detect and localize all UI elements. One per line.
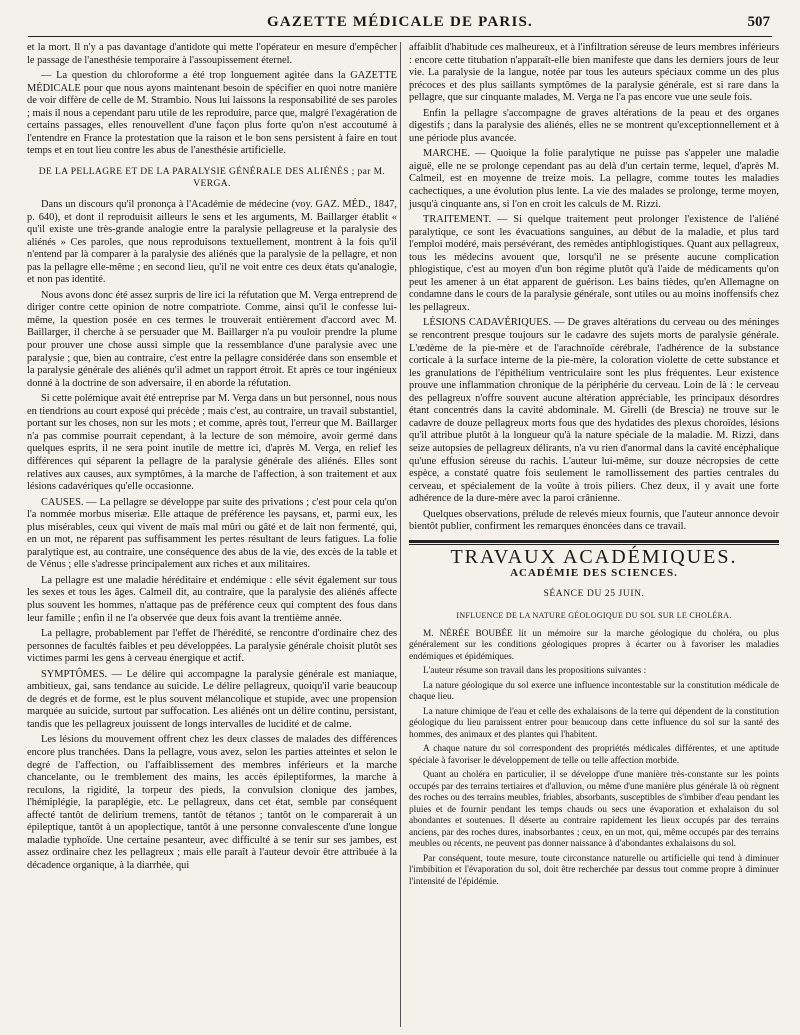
paragraph: La nature géologique du sol exerce une influence incontestable sur la constitution médicale de chaque lieu. — [409, 680, 779, 703]
paragraph: LÉSIONS CADAVÉRIQUES. — De graves altérations du cerveau ou des méninges se rencontrent presque toujours sur le cadavre des sujets morts de paralysie générale. L'œdème de la pie-mère et de l'arachnoïde cérébrale, l'adhérence de la substance corticale à la surface interne de la pie-mère, la coloration violette de cette substance et les granulations de l'épithélium ventriculaire sont les plus fréquentes. Leur existence prouve une inflammation chronique de la périphérie du cerveau. Loin de là : le cerveau des pellagreux n'offre souvent aucune altération appréciable, les principaux désordres étant concentrés dans la cavité abdominale. M. Girelli (de Brescia) ne trouve sur le cadavre de douze pellagreux morts fous que des hydatides des plexus choroïdes, lésions qu'il attribue plutôt à la longueur qu'à la nature spéciale de la maladie. M. Rizzi, dans seize autopsies de pellagreux délirants, n'a vu rien d'anormal dans la cavité encéphalique qu'une effusion séreuse du rachis. L'auteur lui-même, sur douze nécropsies de cette espèce, a constaté quatre fois seulement le ramollissement des parties centrales du cerveau, et spécialement de la voûte à trois piliers. Chez deux, il y avait une forte adhérence de la dure-mère avec la paroi crânienne. — [409, 317, 779, 505]
academy-report — [409, 629, 779, 889]
section-rule — [409, 544, 779, 545]
section-title: TRAVAUX ACADÉMIQUES. — [450, 545, 738, 568]
paragraph: Quant au choléra en particulier, il se développe d'une manière très-constante sur les points occupés par des terrains tertiaires et d'alluvion, ou même d'une manière plus générale là où règnent des roches ou des terrains meubles, friables, absorbants, susceptibles de s'imbiber d'eau pendant les pluies et de fournir pendant les temps chauds ou secs une évaporation et exhalaison du sol abondantes et soutenues. Il déserte au contraire rapidement les lieux occupés par des terrains anciens, par des roches dures, inabsorbantes ; ceux, en un mot, qui, même occupés par des terrains meubles ou récents, ne peuvent pas donner naissance à d'abondantes exhalaisons du sol. — [409, 770, 779, 850]
paragraph: Dans un discours qu'il prononça à l'Académie de médecine (voy. GAZ. MÉD., 1847, p. 640), et dont il reproduisit ailleurs le sens et les arguments, M. Baillarger établit « qu'il existe une très-grande analogie entre la paralysie pellagreuse et la paralysie des aliénés » Ces paroles, que nous reproduisons textuellement, montrent à la fois qu'il n'entend par là comparer à la paralysie des aliénés que la paralysie de la pellagre, et non pas la pellagre elle-même ; en second lieu, qu'il ne voit entre ces deux états qu'analogie, et non pas identité. — [27, 199, 397, 286]
session-date: SÉANCE DU 25 JUIN. — [543, 588, 645, 599]
paragraph: Les lésions du mouvement offrent chez les deux classes de malades des différences encore plus tranchées. Dans la pellagre, vous avez, selon les parties atteintes et selon le degré de l'affection, ou l'affaiblissement des membres inférieurs et la marche chancelante, ou le tremblement des mains, les accès épileptiformes, la marche à reculons, la rigidité, la torpeur des pieds, la convulsion clonique des jambes, l'hémiplégie, la paraplégie, etc. Le pellagreux, dans cet état, semble par conséquent affecté tantôt de delirium tremens, tantôt de tétanos ; tantôt on le comparerait à un épileptique, tantôt à un apoplectique, tantôt à une personne convalescente d'une longue maladie typhoïde. Une certaine pesanteur, avec difficulté à se tenir sur ses jambes, est assez ordinaire chez les pellagreux ; mais elle paraît à l'auteur devoir être attribuée à la décadence organique, à la diarrhée, qui — [27, 734, 397, 871]
paragraph: La nature chimique de l'eau et celle des exhalaisons de la terre qui dépendent de la constitution géologique du lieu paraissent entrer pour beaucoup dans cette influence du sol sur la santé des hommes, des animaux et des plantes qui l'habitent. — [409, 706, 779, 740]
paragraph: La pellagre est une maladie héréditaire et endémique : elle sévit également sur tous les sexes et tous les âges. Calmeil dit, au contraire, que la paralysie des aliénés affecte plus souvent les hommes, n'attaque pas de préférence ceux qui comptent des fous dans leur famille ; enfin il ne l'a observée que deux fois avant la trentième année. — [27, 574, 397, 624]
paragraph: L'auteur résume son travail dans les propositions suivantes : — [423, 666, 647, 677]
paragraph: — La question du chloroforme a été trop longuement agitée dans la GAZETTE MÉDICALE pour que nous ayons maintenant besoin de spécifier en quoi notre manière de voir diffère de celle de M. Strambio. Nous lui laissons la responsabilité de ses paroles ; mais il nous a cependant paru utile de les reproduire, parce que, malgré l'exagération de certains passages, elles renouvellent d'une façon plus forte qu'on n'est accoutumé à l'entendre en France la protestation que la raison et le bon sens persistent à faire en tout temps et en tout lieu contre les abus de l'anesthésie artificielle. — [27, 70, 397, 157]
paragraph: SYMPTÔMES. — Le délire qui accompagne la paralysie générale est maniaque, ambitieux, gai, sans tendance au suicide. Le délire pellagreux, quoiqu'il varie beaucoup de degrés et de forme, est le plus souvent mélancolique et stupide, avec une propension marquée au suicide, surtout par suffocation. Les aliénés ont un délire continu, persistant, tandis que les pellagreux jouissent de longs intervalles de lucidité et de calme. — [27, 668, 397, 730]
page-number: 507 — [747, 14, 770, 30]
section-rule — [409, 540, 779, 543]
paragraph: Par conséquent, toute mesure, toute circonstance naturelle ou artificielle qui tend à diminuer l'imbibition et l'évaporation du sol, doit être recherchée par dessus tout comme propre à diminuer l'intensité de l'épidémie. — [409, 853, 779, 887]
journal-title: GAZETTE MÉDICALE DE PARIS. — [267, 14, 533, 30]
paragraph: Enfin la pellagre s'accompagne de graves altérations de la peau et des organes digestifs ; dans la paralysie des aliénés, elles ne se montrent qu'exceptionnellement et à une période plus avancée. — [409, 107, 779, 144]
academy-title: ACADÉMIE DES SCIENCES. — [510, 567, 678, 580]
paragraph: CAUSES. — La pellagre se développe par suite des privations ; c'est pour cela qu'on l'a nommée morbus miseriæ. Elle attaque de préférence les paysans, et, parmi eux, les plus misérables, ceux qui vivent de maïs mal mûri ou gâté et de lait non fermenté, qui, en un mot, ne réparent pas suffisamment les pertes résultant de leurs fatigues. La folie paralytique est, au contraire, une conséquence des abus de la vie, des excès de la table et de Vénus ; elle s'adresse principalement aux riches et aux militaires. — [27, 496, 397, 571]
column-divider — [400, 42, 401, 1027]
paragraph: Quelques observations, prélude de relevés mieux fournis, que l'auteur annonce devoir bientôt publier, confirment les remarques énoncées dans ce travail. — [409, 508, 779, 533]
article-title: DE LA PELLAGRE ET DE LA PARALYSIE GÉNÉRALE DES ALIÉNÉS ; par M. VERGA. — [38, 166, 386, 190]
page-header — [28, 10, 772, 37]
left-column — [27, 42, 397, 875]
paragraph: Si cette polémique avait été entreprise par M. Verga dans un but personnel, nous nous en tiendrions au court exposé qui précède ; mais c'est, au contraire, un travail substantiel, portant sur les choses, non sur les mots ; et comme, après tout, l'erreur que M. Baillarger n'a pas commise pourrait cependant, à la lecture de son mémoire, avoir germé dans quelques esprits, il ne sera point inutile de mettre ici, d'après M. Verga, en relief les différences qui séparent la pellagre de la paralysie générale des aliénés. Elles sont relatives aux causes, aux symptômes, à la marche de l'affection, à son traitement et aux lésions cadavériques qu'elle occasionne. — [27, 393, 397, 493]
right-column — [409, 42, 779, 891]
paragraph: A chaque nature du sol correspondent des propriétés médicales différentes, et une aptitude spéciale à favoriser le développement de telle ou telle affection morbide. — [409, 744, 779, 766]
paragraph: et la mort. Il n'y a pas davantage d'antidote qui mette l'opérateur en mesure d'empêcher le passage de l'anesthésie temporaire à l'assoupissement éternel. — [27, 42, 397, 66]
paragraph: MARCHE. — Quoique la folie paralytique ne puisse pas s'appeler une maladie aiguë, elle ne se prolonge cependant pas au delà d'un certain terme, lequel, d'après M. Calmeil, est en moyenne de treize mois. La pellagre, comme toutes les maladies cachectiques, a une évolution plus lente. La vie des malades se prolonge, terme moyen, jusqu'à cinquante ans, si l'on en croit les calculs de M. Rizzi. — [409, 148, 779, 210]
paragraph: Nous avons donc été assez surpris de lire ici la réfutation que M. Verga entreprend de diriger contre cette opinion de notre compatriote. Comme, ainsi qu'il le confesse lui-même, la question posée en ces termes le trouverait entièrement d'accord avec M. Baillarger, il cherche à se persuader que M. Baillarger n'a pu vouloir prendre la plume pour prouver une chose aussi simple que la ressemblance d'une paralysie avec une paralysie ; que, bien au contraire, c'est entre la pellagre considérée dans son ensemble et la paralysie générale des aliénés qu'il admet un rapport étroit. Et après ce tour ingénieux donné à la doctrine de son adversaire, il en aborde la réfutation. — [27, 289, 397, 389]
paragraph: La pellagre, probablement par l'effet de l'hérédité, se rencontre d'ordinaire chez des personnes de facultés faibles et peu développées. La paralysie générale choisit plutôt ses victimes parmi les gens à cerveau énergique et actif. — [27, 628, 397, 665]
paragraph: affaiblit d'habitude ces malheureux, et à l'infiltration séreuse de leurs membres inférieurs : encore cette titubation n'apparaît-elle bien manifeste que dans les derniers jours de leur vie. La paralysie de la langue, notée par tous les auteurs spéciaux comme un des plus précoces et des plus saillants symptômes de la paralysie générale, est si rare dans la pellagre, que sur cinquante malades, M. Verga ne l'a pas encore vue une seule fois. — [409, 42, 779, 104]
paragraph: M. NÉRÉE BOUBÉE lit un mémoire sur la marche géologique du choléra, ou plus généralement sur les conditions géologiques propres à écarter ou à favoriser les maladies endémiques et épidémiques. — [409, 628, 779, 662]
subject-title: INFLUENCE DE LA NATURE GÉOLOGIQUE DU SOL SUR LE CHOLÉRA. — [456, 611, 732, 621]
paragraph: TRAITEMENT. — Si quelque traitement peut prolonger l'existence de l'aliéné paralytique, ce sont les évacuations sanguines, au début de la maladie, et plus tard l'emploi modéré, mais persévérant, des remèdes antiphlogistiques. Quant aux pellagreux, tous les médecins avouent que, lorsqu'il ne se présente aucune complication phlogistique, c'est au moyen d'un bon régime plutôt qu'à l'aide de médicaments qu'on peut les amener à un état apparent de guérison. Les bains tièdes, qu'en Allemagne on condamne dans le cours de la paralysie générale, sont utiles ou au moins inoffensifs chez les pellagreux. — [409, 214, 779, 313]
